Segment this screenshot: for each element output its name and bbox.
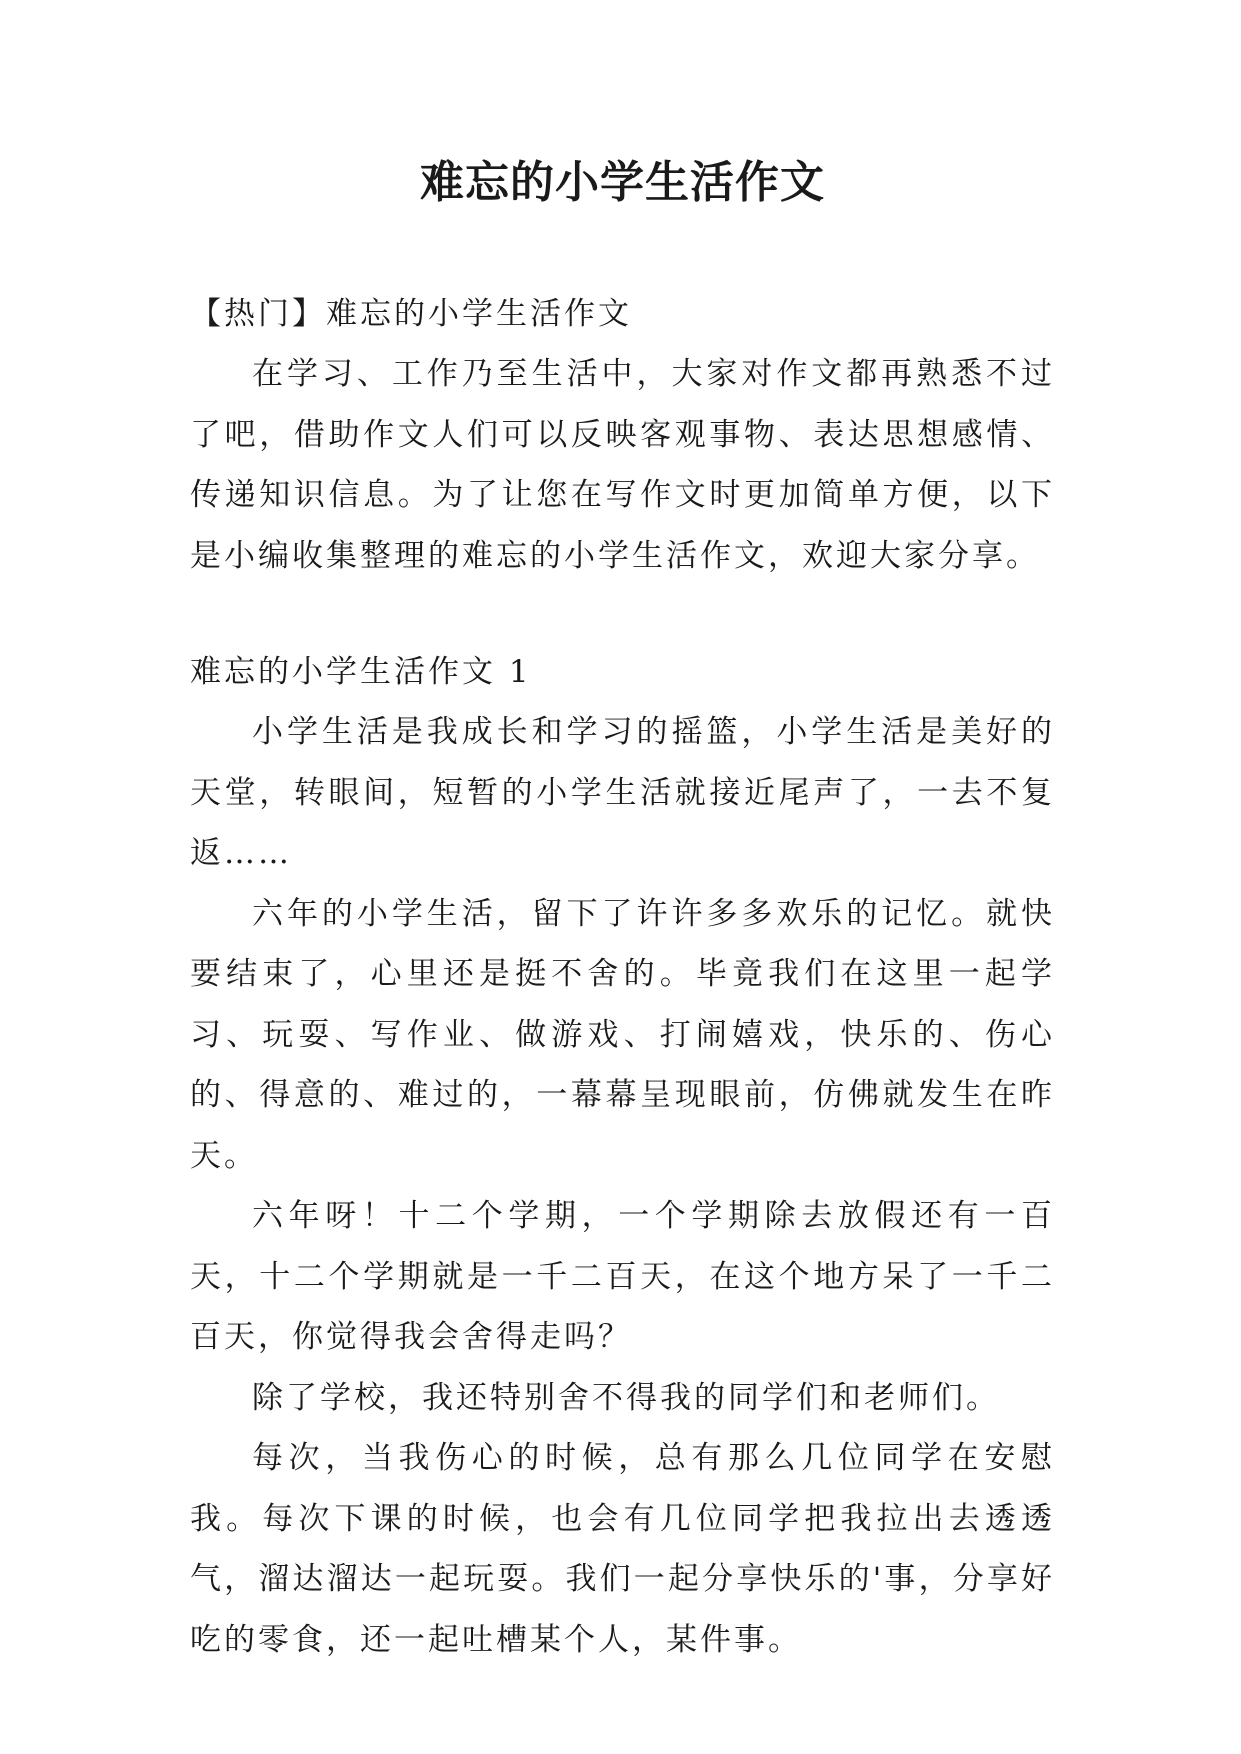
intro-paragraph: 在学习、工作乃至生活中，大家对作文都再熟悉不过了吧，借助作文人们可以反映客观事物、表达思想感情、传递知识信息。为了让您在写作文时更加简单方便，以下是小编收集整理的难忘的小学生活作文，欢迎大家分享。 — [190, 356, 1055, 574]
section-heading: 难忘的小学生活作文 1 — [190, 654, 532, 690]
body-paragraph: 六年呀！十二个学期，一个学期除去放假还有一百天，十二个学期就是一千二百天，在这个地方呆了一千二百天，你觉得我会舍得走吗？ — [190, 1198, 1055, 1355]
body-paragraph: 小学生活是我成长和学习的摇篮，小学生活是美好的天堂，转眼间，短暂的小学生活就接近尾声了，一去不复返…… — [190, 714, 1055, 871]
tag-line: 【热门】难忘的小学生活作文 — [190, 296, 632, 332]
body-paragraph: 六年的小学生活，留下了许许多多欢乐的记忆。就快要结束了，心里还是挺不舍的。毕竟我们在这里一起学习、玩耍、写作业、做游戏、打闹嬉戏，快乐的、伤心的、得意的、难过的，一幕幕呈现眼前，仿佛就发生在昨天。 — [190, 895, 1055, 1174]
document-title: 难忘的小学生活作文 — [420, 157, 825, 208]
body-paragraph: 除了学校，我还特别舍不得我的同学们和老师们。 — [252, 1379, 1000, 1416]
section-spacer — [190, 586, 1055, 642]
body-paragraph: 每次，当我伤心的时候，总有那么几位同学在安慰我。每次下课的时候，也会有几位同学把我拉出去透透气，溜达溜达一起玩耍。我们一起分享快乐的'事，分享好吃的零食，还一起吐槽某个人，某件事。 — [190, 1440, 1055, 1658]
